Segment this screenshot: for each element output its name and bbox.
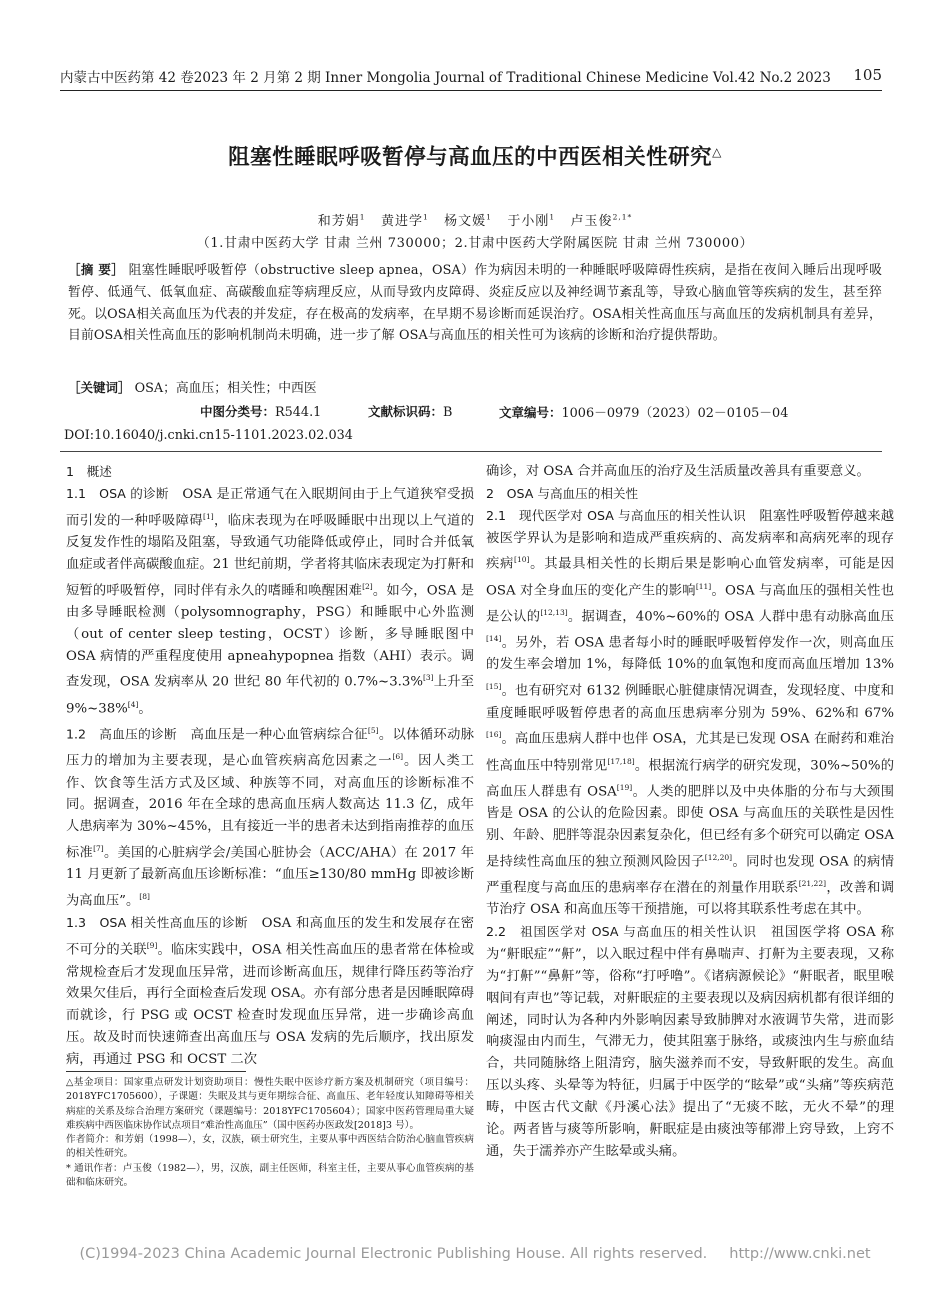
author-affiliation: 2,1* <box>612 212 633 222</box>
footnote-rule <box>66 1071 246 1072</box>
title-mark: △ <box>712 144 722 159</box>
author: 黄进学 <box>380 214 423 229</box>
footnote-author: 作者简介：和芳娟（1998—），女，汉族，硕士研究生，主要从事中西医结合防治心脑血管疾病的相关性研究。 <box>66 1134 474 1160</box>
author-affiliation: 1 <box>549 212 556 222</box>
footnotes <box>66 1076 474 1190</box>
header-rule <box>60 90 882 91</box>
copyright-footer <box>0 1246 950 1262</box>
right-column <box>486 461 894 1163</box>
footnote-corresponding: * 通讯作者：卢玉俊（1982—），男，汉族，副主任医师，科室主任，主要从事心血管疾病的基础和临床研究。 <box>66 1162 474 1189</box>
author-affiliation: 1 <box>422 212 429 222</box>
section-heading: 2 OSA 与高血压的相关性 <box>486 485 639 501</box>
article-number: 文章编号：1006－0979（2023）02－0105－04 <box>499 405 789 421</box>
journal-header: 内蒙古中医药第 42 卷2023 年 2 月第 2 期 Inner Mongolia Journal of Traditional Chinese Medicine Vol.42 No.2 2023 <box>60 70 831 86</box>
paragraph: 1.2 高血压的诊断 高血压是一种心血管病综合征[5]。以体循环动脉压力的增加为主要表现，是心血管疾病高危因素之一[6]。因人类工作、饮食等生活方式及区域、种族等不同，对高血压的诊断标准不同。据调查，2016 年在全球的患高血压病人数高达 11.3 亿，成年人患病率为 30%~45%，且有接近一半的患者未达到指南推荐的血压标准[7]。美国的心脏病学会/美国心脏协会（ACC/AHA）在 2017 年 11 月更新了最新高血压诊断标准：“血压≥130/80 mmHg 即被诊断为高血压”。[8] <box>66 725 475 909</box>
keywords-text: OSA；高血压；相关性；中西医 <box>134 381 317 396</box>
paper-title-block <box>0 140 950 171</box>
paragraph: 确诊，对 OSA 合并高血压的治疗及生活质量改善具有重要意义。 <box>486 464 870 479</box>
running-header <box>60 66 882 86</box>
author: 卢玉俊 <box>570 214 613 229</box>
keywords <box>68 377 317 396</box>
author: 杨文媛 <box>444 214 487 229</box>
paragraph: 1.1 OSA 的诊断 OSA 是正常通气在入眠期间由于上气道狭窄受损而引发的一种呼吸障碍[1]，临床表现为在呼吸睡眠中出现以上气道的反复发作性的塌陷及阻塞，导致通气功能降低或停止，同时合并低氧血症或者伴高碳酸血症。21 世纪前期，学者将其临床表现定为打鼾和短暂的呼吸暂停，同时伴有永久的嗜睡和唤醒困难[2]。如今，OSA 是由多导睡眠检测（polysomnography，PSG）和睡眠中心外监测（out of center sleep testing，OCST）诊断，多导睡眠图中 OSA 病情的严重程度使用 apneahypopnea 指数（AHI）表示。调查发现，OSA 发病率从 20 世纪 80 年代初的 0.7%~3.3%[3]上升至 9%~38%[4]。 <box>66 485 475 717</box>
abstract-text: 阻塞性睡眠呼吸暂停（obstructive sleep apnea，OSA）作为病因未明的一种睡眠呼吸障碍性疾病，是指在夜间入睡后出现呼吸暂停、低通气、低氧血症、高碳酸血症等病理反应，从而导致内皮障碍、炎症反应以及神经调节紊乱等，导致心脑血管等疾病的发生，甚至猝死。以OSA相关高血压为代表的并发症，存在极高的发病率，在早期不易诊断而延误治疗。OSA相关性高血压与高血压的发病机制具有差异，目前OSA相关性高血压的影响机制尚未明确，进一步了解 OSA与高血压的相关性可为该病的诊断和治疗提供帮助。 <box>68 263 883 344</box>
author-affiliation: 1 <box>486 212 492 222</box>
doi: DOI:10.16040/j.cnki.cn15-1101.2023.02.034 <box>64 428 353 443</box>
author-affiliation: 1 <box>359 212 366 222</box>
page-number: 105 <box>853 66 882 84</box>
paragraph: 2.2 祖国医学对 OSA 与高血压的相关性认识 祖国医学将 OSA 称为“鼾眠症”“鼾”，以入眠过程中伴有鼻喘声、打鼾为主要表现，又称为“打鼾”“鼻鼾”等，俗称“打呼噜”。《诸病源候论》“鼾眠者，眠里喉咽间有声也”等记载，对鼾眠症的主要表现以及病因病机都有很详细的阐述，同时认为各种内外影响因素导致肺脾对水液调节失常，进而影响痰湿由内而生，气滞无力，使其阻塞于脉络，或痰浊内生与瘀血结合，共同随脉络上阻清窍，脑失滋养而不安，导致鼾眠的发生。高血压以头疼、头晕等为特征，归属于中医学的“眩晕”或“头痛”等疾病范畴，中医古代文献《丹溪心法》提出了“无痰不眩，无火不晕”的理论。两者皆与痰等所影响，鼾眠症是由痰浊等郁滞上窍导致，上窍不通，失于濡养亦产生眩晕或头痛。 <box>486 924 894 1159</box>
abstract-label: ［摘 要］ <box>68 262 125 277</box>
footnote-fund: △基金项目：国家重点研发计划资助项目：慢性失眠中医诊疗新方案及机制研究（项目编号：2018YFC1705600），子课题：失眠及其与更年期综合征、高血压、老年轻度认知障碍等相关病症的关系及综合治理方案研究（课题编号：2018YFC1705604）；国家中医药管理局重大疑难疾病中西医临床协作试点项目“难治性高血压”（国中医药办医政发[2018]3 号）。 <box>66 1077 474 1131</box>
affiliations: （1.甘肃中医药大学 甘肃 兰州 730000；2.甘肃中医药大学附属医院 甘肃 兰州 730000） <box>196 236 754 251</box>
paragraph: 2.1 现代医学对 OSA 与高血压的相关性认识 阻塞性呼吸暂停越来越被医学界认为是影响和造成严重疾病的、高发病率和高病死率的现存疾病[10]。其最具相关性的长期后果是影响心血管发病率，可能是因 OSA 对全身血压的变化产生的影响[11]。OSA 与高血压的强相关性也是公认的[12,13]。据调查，40%~60%的 OSA 人群中患有动脉高血压[14]。另外，若 OSA 患者每小时的睡眠呼吸暂停发作一次，则高血压的发生率会增加 1%，每降低 10%的血氧饱和度而高血压增加 13%[15]。也有研究对 6132 例睡眠心脏健康情况调查，发现轻度、中度和重度睡眠呼吸暂停患者的高血压患病率分别为 59%、62%和 67%[16]。高血压患病人群中也伴 OSA，尤其是已发现 OSA 在耐药和难治性高血压中特别常见[17,18]。根据流行病学的研究发现，30%~50%的高血压人群患有 OSA[19]。人类的肥胖以及中央体脂的分布与大颈围皆是 OSA 的公认的危险因素。即使 OSA 与高血压的关联性是因性别、年龄、肥胖等混杂因素复杂化，但已经有多个研究可以确定 OSA 是持续性高血压的独立预测风险因子[12,20]。同时也发现 OSA 的病情严重程度与高血压的患病率存在潜在的剂量作用联系[21,22]，改善和调节治疗 OSA 和高血压等干预措施，可以将其联系性考虑在其中。 <box>486 507 895 918</box>
author: 和芳娟 <box>317 214 360 229</box>
keywords-label: ［关键词］ <box>68 380 131 395</box>
paper-title: 阻塞性睡眠呼吸暂停与高血压的中西医相关性研究 <box>228 145 713 170</box>
section-divider <box>60 451 882 452</box>
clc-number: 中图分类号：R544.1 <box>200 404 322 420</box>
footer-link[interactable]: http://www.cnki.net <box>729 1246 871 1262</box>
document-code: 文献标识码：B <box>368 404 453 420</box>
author-list <box>0 210 950 229</box>
left-column <box>66 461 474 1071</box>
paragraph: 1.3 OSA 相关性高血压的诊断 OSA 和高血压的发生和发展存在密不可分的关联[9]。临床实践中，OSA 相关性高血压的患者常在体检或常规检查后才发现血压异常，进而诊断高血压，规律行降压药等治疗效果欠佳后，再行全面检查后发现 OSA。亦有部分患者是因睡眠障碍而就诊，行 PSG 或 OCST 检查时发现血压异常，进一步确诊高血压。故及时而快速筛查出高血压与 OSA 发病的先后顺序，找出原发病，再通过 PSG 和 OCST 二次 <box>66 915 475 1067</box>
author: 于小刚 <box>507 214 550 229</box>
copyright-text: (C)1994-2023 China Academic Journal Electronic Publishing House. All rights reserved. <box>79 1246 708 1262</box>
section-heading: 1 概述 <box>66 464 112 479</box>
abstract <box>68 259 882 347</box>
